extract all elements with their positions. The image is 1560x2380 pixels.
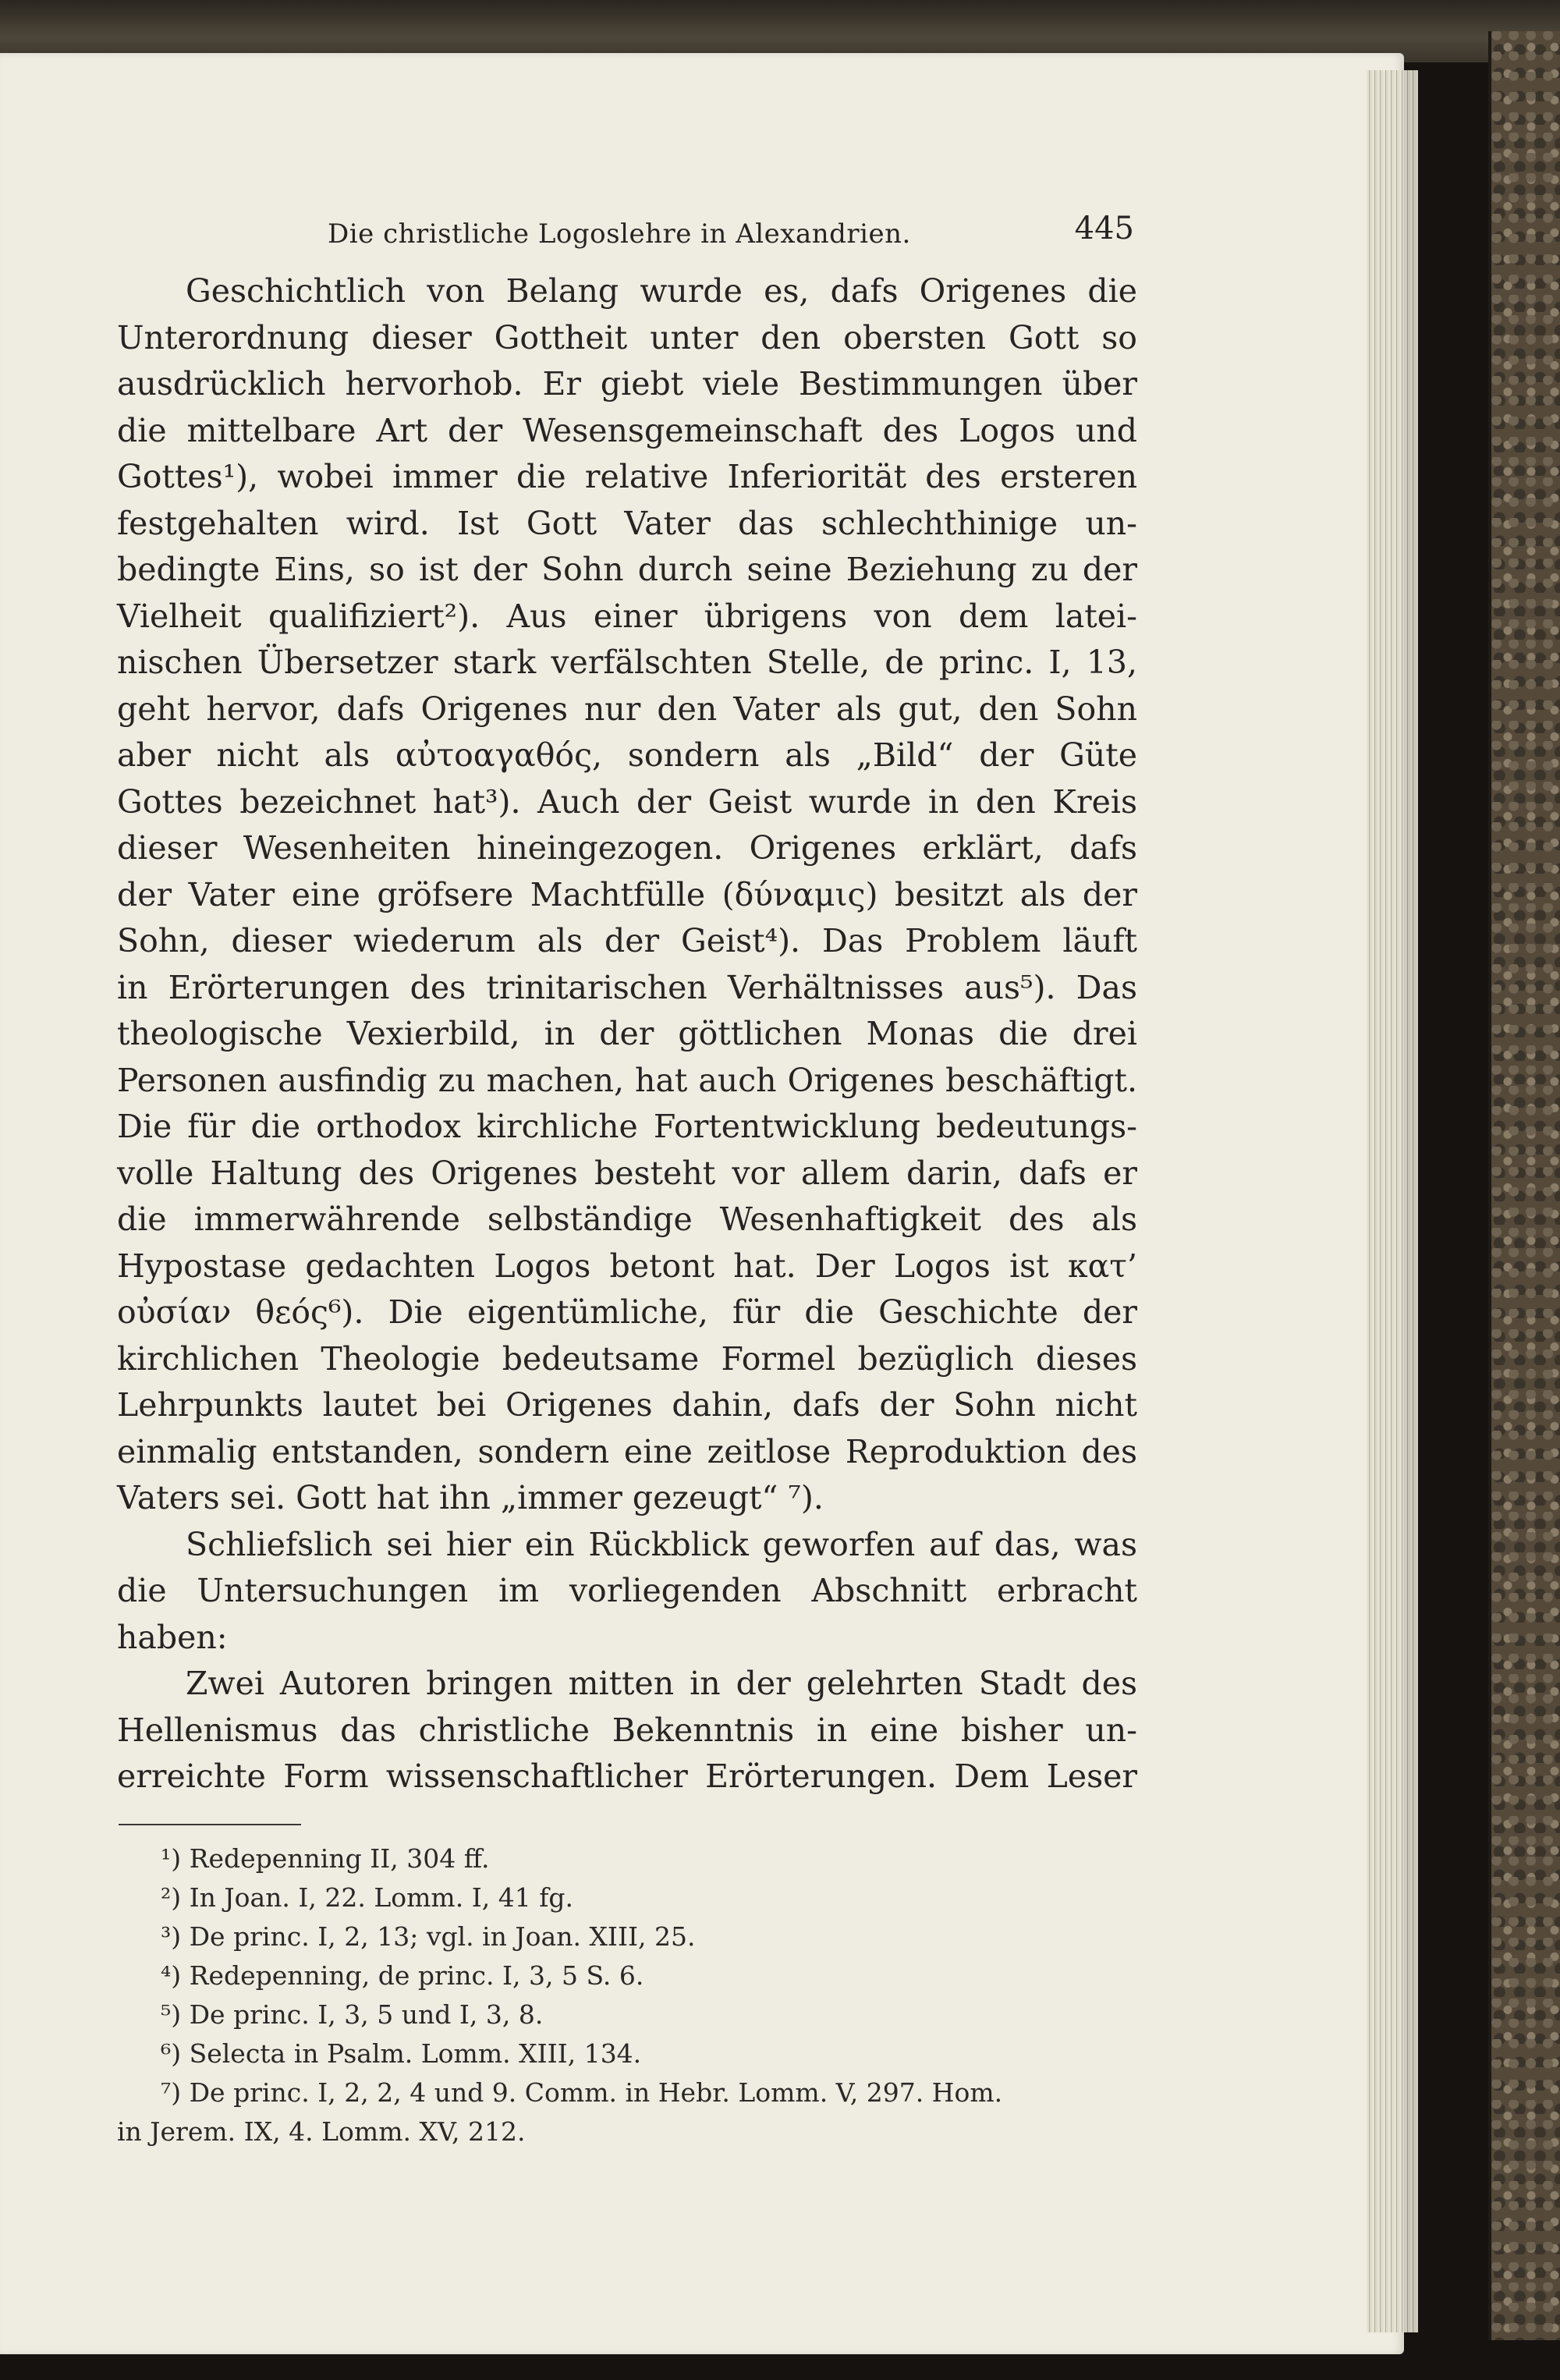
- body-line: theologische Vexierbild, in der göttlichen Monas die drei: [117, 1015, 1137, 1052]
- footnote: ³) De princ. I, 2, 13; vgl. in Joan. XIII, 25.: [161, 1921, 696, 1952]
- body-line: Sohn, dieser wiederum als der Geist⁴). Das Problem läuft: [117, 922, 1137, 959]
- running-head: [117, 211, 1137, 268]
- footnote: ⁷) De princ. I, 2, 2, 4 und 9. Comm. in Hebr. Lomm. V, 297. Hom.: [161, 2077, 1003, 2108]
- body-line: geht hervor, dafs Origenes nur den Vater als gut, den Sohn: [117, 690, 1137, 728]
- main-text: [117, 268, 1137, 1800]
- body-line: nischen Übersetzer stark verfälschten Stelle, de princ. I, 13,: [117, 644, 1137, 681]
- text-block: [117, 211, 1137, 2151]
- body-line: Unterordnung dieser Gottheit unter den obersten Gott so: [117, 318, 1137, 356]
- footnote: ¹) Redepenning II, 304 ff.: [161, 1843, 490, 1874]
- body-line: Vaters sei. Gott hat ihn „immer gezeugt“ ⁷).: [117, 1479, 824, 1516]
- footnote: ²) In Joan. I, 22. Lomm. I, 41 fg.: [161, 1882, 574, 1913]
- body-line: der Vater eine gröfsere Machtfülle (δύναμις) besitzt als der: [117, 875, 1137, 913]
- body-line: kirchlichen Theologie bedeutsame Formel bezüglich dieses: [117, 1339, 1137, 1378]
- footnote: ⁵) De princ. I, 3, 5 und I, 3, 8.: [161, 1999, 544, 2030]
- footnote: ⁶) Selecta in Psalm. Lomm. XIII, 134.: [161, 2038, 642, 2069]
- footnote-continuation: in Jerem. IX, 4. Lomm. XV, 212.: [117, 2116, 526, 2147]
- body-line: ausdrücklich hervorhob. Er giebt viele Bestimmungen über: [117, 365, 1137, 403]
- body-line: Die für die orthodox kirchliche Fortentwicklung bedeutungs-: [117, 1108, 1137, 1145]
- body-line: οὐσίαν θεός⁶). Die eigentümliche, für die Geschichte der: [117, 1293, 1137, 1331]
- body-line: Gottes bezeichnet hat³). Auch der Geist wurde in den Kreis: [117, 782, 1137, 821]
- running-head-title: Die christliche Logoslehre in Alexandrien.: [328, 218, 911, 250]
- body-line: Hypostase gedachten Logos betont hat. Der Logos ist κατ’: [117, 1247, 1137, 1285]
- body-line: einmalig entstanden, sondern eine zeitlose Reproduktion des: [117, 1432, 1137, 1470]
- body-line: die mittelbare Art der Wesensgemeinschaft des Logos und: [117, 411, 1137, 449]
- body-line: Vielheit qualifiziert²). Aus einer übrigens von dem latei-: [117, 597, 1137, 635]
- body-line: die immerwährende selbständige Wesenhaftigkeit des als: [117, 1201, 1137, 1238]
- body-line: aber nicht als αὐτοαγαθός, sondern als „Bild“ der Güte: [117, 736, 1137, 774]
- body-line: Geschichtlich von Belang wurde es, dafs Origenes die: [186, 272, 1137, 310]
- body-line: die Untersuchungen im vorliegenden Abschnitt erbracht haben:: [117, 1572, 1137, 1656]
- body-line: erreichte Form wissenschaftlicher Erörterungen. Dem Leser: [117, 1758, 1137, 1795]
- body-line: in Erörterungen des trinitarischen Verhältnisses aus⁵). Das: [117, 968, 1137, 1006]
- body-line: Hellenismus das christliche Bekenntnis in eine bisher un-: [117, 1711, 1137, 1749]
- page-number: 445: [1074, 211, 1134, 247]
- footnote-separator: [119, 1824, 301, 1825]
- body-line: bedingte Eins, so ist der Sohn durch seine Beziehung zu der: [117, 551, 1137, 588]
- page-fore-edge: [1367, 70, 1418, 2332]
- body-line: Zwei Autoren bringen mitten in der gelehrten Stadt des: [186, 1665, 1137, 1702]
- body-line: Personen ausfindig zu machen, hat auch Origenes beschäftigt.: [117, 1061, 1137, 1099]
- body-line: festgehalten wird. Ist Gott Vater das schlechthinige un-: [117, 504, 1137, 542]
- body-line: volle Haltung des Origenes besteht vor allem darin, dafs er: [117, 1154, 1137, 1192]
- body-line: dieser Wesenheiten hineingezogen. Origenes erklärt, dafs: [117, 829, 1137, 867]
- marbled-book-cover: [1488, 31, 1560, 2340]
- footnote: ⁴) Redepenning, de princ. I, 3, 5 S. 6.: [161, 1960, 644, 1991]
- body-line: Lehrpunkts lautet bei Origenes dahin, dafs der Sohn nicht: [117, 1386, 1137, 1424]
- footnotes: [117, 1839, 1137, 2151]
- body-line: Gottes¹), wobei immer die relative Inferiorität des ersteren: [117, 458, 1137, 495]
- body-line: Schliefslich sei hier ein Rückblick geworfen auf das, was: [186, 1525, 1137, 1563]
